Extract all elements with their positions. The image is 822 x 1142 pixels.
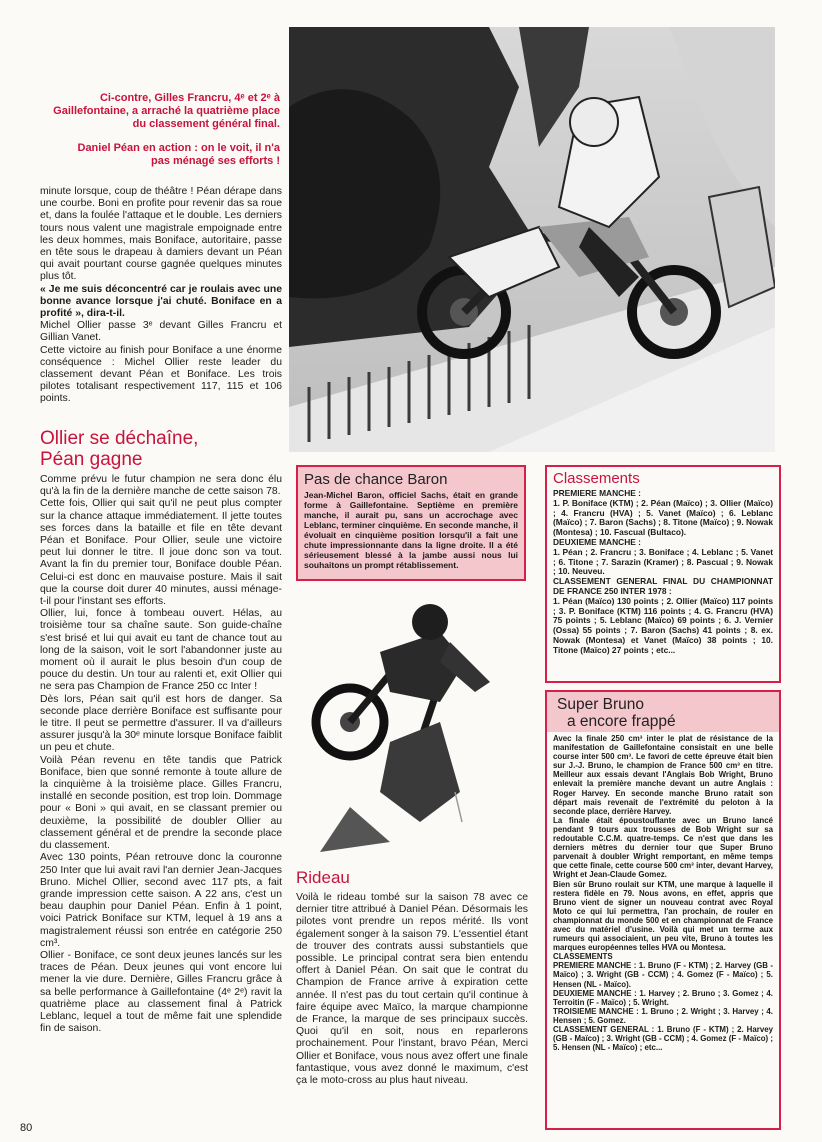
section-ollier-title (40, 428, 282, 470)
paragraph-6: Avec 130 points, Péan retrouve donc la couronne 250 Inter que lui avait ravi l'an dernier Jean-Jacques Bruno. Michel Ollier, second avec 117 pts, a fait grande impression cette saison. A 22 ans, c'est un beau dauphin pour Daniel Péan. Enfin à 1 point, voici Patrick Boniface sur KTM, lequel à 19 ans a magistralement réussi son entrée en catégorie 250 cm³. (40, 852, 282, 949)
paragraph-4: Dès lors, Péan sait qu'il est hors de danger. Sa seconde place derrière Boniface est suffisante pour le titre. Il peut se permettre d'assurer. Il va d'ailleurs assurer jusqu'à la 30ᵉ minute lorsque Boniface faiblit un peu et chute. (40, 693, 282, 754)
rideau-section (296, 867, 528, 1087)
bruno-results-2: DEUXIEME MANCHE : 1. Harvey ; 2. Bruno ; 3. Gomez ; 4. Terroitin (F - Maïco) ; 5. Wright. (553, 988, 773, 1007)
bruno-text-1: Avec la finale 250 cm³ inter le plat de résistance de la manifestation de Gaillefontaine consistait en une belle course inter 500 cm³. Le favori de cette épreuve était bien sur J.-J. Bruno, le champion de France 500 cm³ en titre. Meilleur aux essais devant l'Anglais Bob Wright, Bruno enlevait la première manche devant un autre Anglais : Roger Harvey. En seconde manche Bruno ratait son départ mais revenait de l'extrémité du peloton à la seconde place, derrière Harvey. (553, 734, 773, 816)
classements-line-4: CLASSEMENT GENERAL FINAL DU CHAMPIONNAT DE FRANCE 250 INTER 1978 : (553, 576, 773, 596)
bruno-box (545, 690, 781, 1130)
ollier-third-paragraph: Michel Ollier passe 3ᵉ devant Gilles Francru et Gillian Vanet. (40, 320, 282, 344)
classements-line-1: 1. P. Boniface (KTM) ; 2. Péan (Maïco) ; 3. Ollier (Maïco) ; 4. Francru (HVA) ; 5. Vanet (Maïco) ; 6. Leblanc (Maïco) ; 7. Baron (Sachs) ; 8. Titone (Maïco) ; 9. Nowak (Montesa) ; 10. Fascual (Bultaco). (553, 497, 773, 538)
paragraph-1: Comme prévu le futur champion ne sera donc élu qu'à la fin de la dernière manche de cette saison 78. (40, 474, 282, 498)
baron-box-text: Jean-Michel Baron, officiel Sachs, était en grande forme à Gaillefontaine. Septième en première manche, il aurait pu, sans un accrochage avec Leblanc, terminer cinquième. En seconde manche, il évoluait en cinquième position lorsqu'il a fait une chute impressionnante dans la ligne droite. Il a été sérieusement blessé à la jambe aussi nous lui souhaitons un prompt rétablissement. (304, 490, 518, 570)
bruno-results-1: PREMIERE MANCHE : 1. Bruno (F - KTM) ; 2. Harvey (GB - Maïco) ; 3. Wright (GB - CCM) ; 4. Gomez (F - Maïco) ; 5. Hensen (NL - Maïco). (553, 961, 773, 989)
bruno-title-line1: Super Bruno (557, 696, 645, 713)
bruno-results-0: CLASSEMENTS (553, 952, 613, 962)
pean-quote (40, 284, 282, 321)
classements-line-3: 1. Péan ; 2. Francru ; 3. Boniface ; 4. Leblanc ; 5. Vanet ; 6. Titone ; 7. Sarazin (Kramer) ; 8. Pascual ; 9. Nowak ; 10. Neuveu. (553, 546, 773, 577)
middle-photo-rider (290, 592, 528, 857)
bruno-text-3: Bien sûr Bruno roulait sur KTM, une marque à laquelle il restera fidèle en 79. Nous avons, en effet, appris que Bruno vient de signer un nouveau contrat avec Royal Moto ce qui lui permettra, l'an prochain, de rouler en championnat du monde 500 et en championnat de France avec du matériel d'usine. Voilà qui met un terme aux rumeurs qui associaient, un peu vite, Bruno à toutes les marques européennes telles HVA ou Montesa. (553, 879, 773, 953)
classements-line-5: 1. Péan (Maïco) 130 points ; 2. Ollier (Maïco) 117 points ; 3. P. Boniface (KTM) 116 points ; 4. G. Francru (HVA) 75 points ; 5. Leblanc (Maïco) 69 points ; 6. J. Vernier (Ossa) 55 points ; 7. Baron (Sachs) 41 points ; 8. ex. Nowak (Montesa) et Vanet (Maïco) 38 points ; 10. Titone (Maïco) 27 points ; etc... (553, 595, 773, 655)
photo-caption-francru: Ci-contre, Gilles Francru, 4ᵉ et 2ᵉ à Gaillefontaine, a arraché la quatrième place du classement général final. (53, 92, 280, 130)
intro-paragraph: minute lorsque, coup de théâtre ! Péan dérape dans une courbe. Boni en profite pour revenir das sa roue et, dans la foulée l'attaque et le double. Les derniers tours nous valent une magistrale empoignade entre les deux hommes, mais Boniface, autoritaire, passe en tête sous le drapeau à damiers devant un Péan qui avait pourtant course gagnée quelques minutes plus tôt. (40, 186, 282, 283)
rideau-title: Rideau (296, 868, 350, 887)
paragraph-3: Ollier, lui, fonce à tombeau ouvert. Hélas, au troisième tour sa chaîne saute. Son guide-chaîne s'est brisé et lui qui avait eu tant de chance tout au long de la saison, voit le sort l'abandonner juste au moment où il aurait le plus besoin d'un coup de pouce du destin. Un tour au ralenti et, exit Ollier qui ne sera pas Champion de France 250 cc Inter ! (40, 608, 282, 693)
classements-box (545, 465, 781, 683)
paragraph-5: Voilà Péan revenu en tête tandis que Patrick Boniface, bien que sonné remonte à toute allure de la cinquième à la troisième place. Gilles Francru, installé en seconde position, est trop loin. Dommage pour « Boni » qui avait, en se classant premier ou deuxième, la possibilité de doubler Ollier au classement général et de prendre la seconde place du classement. (40, 754, 282, 852)
section-title-line2: Péan gagne (40, 449, 143, 470)
bruno-title-band (547, 692, 779, 732)
left-column-main (40, 474, 282, 1035)
top-photo-motocross (289, 27, 775, 452)
paragraph-7: Ollier - Boniface, ce sont deux jeunes lancés sur les traces de Péan. Deux jeunes qui vont encore lui mener la vie dure. Dernière, Gilles Francru grâce à sa belle performance à Gaillefontaine (4ᵉ 2ᵉ) ravit la quatrième place au classement final à Patrick Leblanc, lequel a tout de même fait une splendide fin de saison. (40, 949, 282, 1035)
bruno-body (547, 732, 779, 1054)
left-column-top (40, 186, 282, 406)
baron-box (296, 465, 526, 581)
rider-jump-image (290, 592, 528, 857)
motocross-jump-image (289, 27, 775, 452)
classements-title: Classements (553, 470, 640, 487)
bruno-results-3: TROISIEME MANCHE : 1. Bruno ; 2. Wright ; 3. Harvey ; 4. Hensen ; 5. Gomez. (553, 1006, 773, 1025)
section-title-line1: Ollier se déchaîne, (40, 428, 199, 449)
paragraph-2: Cette fois, Ollier qui sait qu'il ne peut plus compter sur la chance attaque immédiatement. Il jette toutes ses forces dans la bataille et file en tête devant Péan et Boniface. Pour Ollier, seule une victoire peut lui donner le titre. Il joue donc son va tout. Avant la fin du premier tour, Boniface double Péan. Celui-ci est donc en mauvaise posture. Mais il sait que la course doit durer 40 minutes, aussi ménage-t-il pour l'instant ses efforts. (40, 498, 282, 608)
bruno-title-line2: a encore frappé (567, 713, 676, 730)
pean-quote-text: « Je me suis déconcentré car je roulais avec une bonne avance lorsque j'ai chuté. Boniface en a profité », dira-t-il. (40, 283, 282, 320)
classements-line-0: PREMIERE MANCHE : (553, 488, 641, 498)
bruno-results-4: CLASSEMENT GENERAL : 1. Bruno (F - KTM) ; 2. Harvey (GB - Maïco) ; 3. Wright (GB - CCM) ; 4. Gomez (F - Maïco) ; 5. Hensen (NL - Maïco) ; etc... (553, 1025, 773, 1053)
photo-caption-pean: Daniel Péan en action : on le voit, il n'a pas ménagé ses efforts ! (77, 142, 280, 167)
victory-paragraph: Cette victoire au finish pour Boniface a une énorme conséquence : Michel Ollier reste leader du classement devant Péan et Boniface. Les trois pilotes totalisant respectivement 117, 115 et 106 points. (40, 344, 282, 405)
bruno-text-2: La finale était époustouflante avec un Bruno lancé pendant 9 tours aux trousses de Bob Wright sur sa redoutable C.C.M. quatre-temps. Ce n'est que dans les derniers mètres du dernier tour que Super Bruno parvenait à doubler Wright remportant, en même temps que cette finale, cette course 500 cm³ inter, devant Harvey, Wright et Jean-Claude Gomez. (553, 815, 773, 880)
baron-box-title: Pas de chance Baron (304, 471, 448, 488)
rideau-text: Voilà le rideau tombé sur la saison 78 avec ce dernier titre attribué à Daniel Péan. Désormais les pilotes vont prendre un repos mérité. Ils vont également songer à la saison 79. L'essentiel étant de trouver des contrats aussi substantiels que possible. Le principal contrat sera bien entendu offert à Daniel Péan. On sait que le contrat du Champion de France arrive à expiration cette année. Il n'est pas du tout certain qu'il continue à faire équipe avec Maïco, la marque championne de France, la marque de ses principaux succès. Quoi qu'il en soit, nous en reparlerons prochainement. Pour l'instant, bravo Péan, Merci Ollier et Boniface, vous nous avez offert une finale fantastique, vous avez donné le maximum, c'est ça le moto-cross au plus haut niveau. (296, 892, 528, 1087)
page-number: 80 (20, 1122, 33, 1134)
classements-line-2: DEUXIEME MANCHE : (553, 536, 641, 547)
